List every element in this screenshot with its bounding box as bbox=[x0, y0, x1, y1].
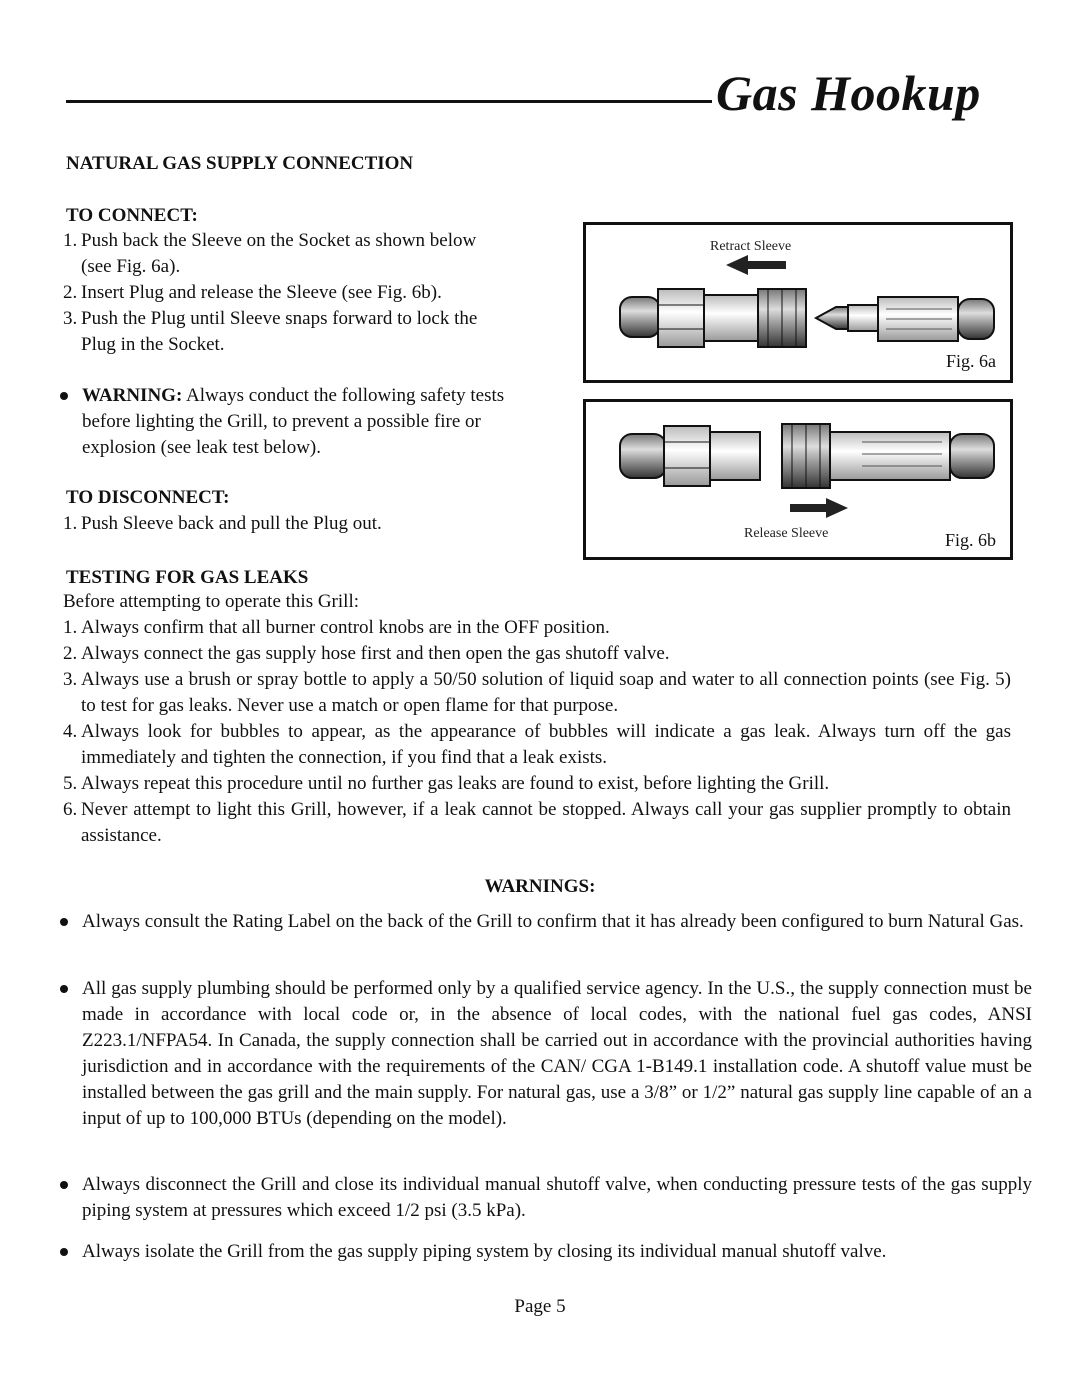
figure-6a-caption: Retract Sleeve bbox=[710, 239, 792, 254]
title-rule bbox=[66, 100, 712, 103]
connect-step-2: 2. Insert Plug and release the Sleeve (see Fig. 6b). bbox=[63, 282, 442, 303]
page-number: Page 5 bbox=[514, 1296, 566, 1317]
leaks-intro: Before attempting to operate this Grill: bbox=[63, 591, 360, 612]
section-heading: NATURAL GAS SUPPLY CONNECTION bbox=[66, 153, 414, 174]
bullet-icon bbox=[60, 1248, 68, 1256]
leak-item-2: 2. Always connect the gas supply hose first and then open the gas shutoff valve. bbox=[63, 643, 670, 664]
leaks-heading: TESTING FOR GAS LEAKS bbox=[66, 567, 309, 588]
warning-item: All gas supply plumbing should be performed only by a qualified service agency. In the U.S., the supply connection must be made in accordance with local code or, in the absence of local codes, with the national fuel gas codes, ANSI Z223.1/NFPA54. In Canada, the supply connection shall be carried out in accordance with the provincial authorities having jurisdiction and in accordance with the requirements of the CAN/ CGA 1-B149.1 installation code. A shutoff value must be installed between the gas grill and the main supply. For natural gas, use a 3/8” or 1/2” natural gas supply line capable of an a input of up to 100,000 BTUs (depending on the model). bbox=[60, 976, 1032, 1132]
leak-item-4: 4. Always look for bubbles to appear, as the appearance of bubbles will indicate a gas leak. Always turn off the gas immediately and tighten the connection, if you find that a leak exists. bbox=[63, 721, 1011, 768]
disconnect-step-1: 1. Push Sleeve back and pull the Plug out. bbox=[63, 513, 382, 534]
warning-item: Always isolate the Grill from the gas supply piping system by closing its individual manual shutoff valve. bbox=[60, 1239, 1032, 1265]
warning-item: Always disconnect the Grill and close its individual manual shutoff valve, when conducting pressure tests of the gas supply piping system at pressures which exceed 1/2 psi (3.5 kPa). bbox=[60, 1172, 1032, 1224]
bullet-icon bbox=[60, 392, 68, 400]
connect-step-3: 3. Push the Plug until Sleeve snaps forward to lock the Plug in the Socket. bbox=[63, 308, 478, 355]
page-title: Gas Hookup bbox=[716, 65, 981, 121]
bullet-icon bbox=[60, 985, 68, 993]
warnings-heading: WARNINGS: bbox=[484, 876, 596, 897]
to-connect-heading: TO CONNECT: bbox=[66, 205, 198, 226]
bullet-icon bbox=[60, 1181, 68, 1189]
leak-item-1: 1. Always confirm that all burner control knobs are in the OFF position. bbox=[63, 617, 610, 638]
leak-item-6: 6. Never attempt to light this Grill, however, if a leak cannot be stopped. Always call your gas supplier promptly to obtain assistance. bbox=[63, 799, 1011, 846]
warning-item: Always consult the Rating Label on the back of the Grill to confirm that it has already been configured to burn Natural Gas. bbox=[60, 909, 1032, 935]
connect-step-1: 1. Push back the Sleeve on the Socket as shown below (see Fig. 6a). bbox=[63, 230, 477, 277]
leak-item-3: 3. Always use a brush or spray bottle to apply a 50/50 solution of liquid soap and water to all connection points (see Fig. 5) to test for gas leaks. Never use a match or open flame for that purpose. bbox=[63, 669, 1011, 716]
bullet-icon bbox=[60, 918, 68, 926]
figure-6a bbox=[583, 222, 1013, 383]
leak-item-5: 5. Always repeat this procedure until no further gas leaks are found to exist, before lighting the Grill. bbox=[63, 773, 830, 794]
figure-6a-label: Fig. 6a bbox=[945, 351, 996, 371]
figure-6b-label: Fig. 6b bbox=[944, 530, 996, 550]
figure-6b-caption: Release Sleeve bbox=[744, 526, 829, 541]
figure-6b bbox=[583, 399, 1013, 560]
connect-warning: WARNING: Always conduct the following safety tests before lighting the Grill, to prevent a possible fire or explosion (see leak test below). bbox=[60, 383, 592, 461]
to-disconnect-heading: TO DISCONNECT: bbox=[66, 487, 230, 508]
